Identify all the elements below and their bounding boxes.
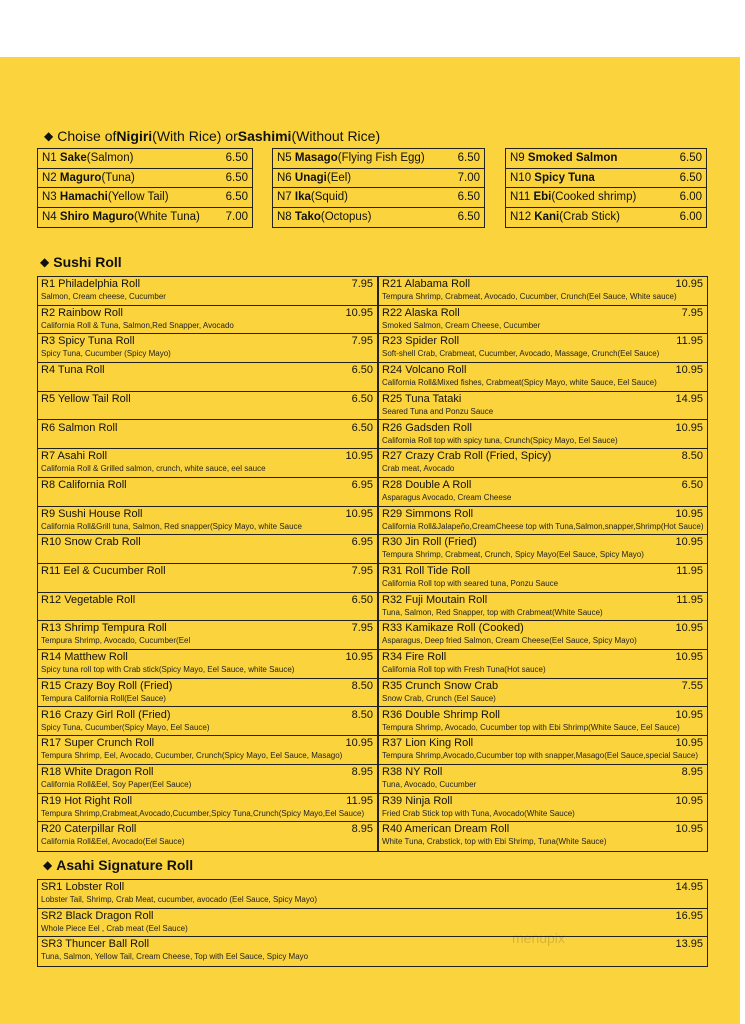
nigiri-item-japanese-name: Spicy Tuna <box>534 171 595 184</box>
roll-name: R11 Eel & Cucumber Roll <box>41 565 166 577</box>
roll-description: California Roll&Mixed fishes, Crabmeat(Spicy Mayo, white Sauce, Eel Sauce) <box>382 378 657 388</box>
roll-name: R8 California Roll <box>41 478 127 491</box>
nigiri-row <box>273 169 484 189</box>
roll-line <box>41 479 373 492</box>
roll-description: Soft-shell Crab, Crabmeat, Cucumber, Avocado, Massage, Crunch(Eel Sauce) <box>382 349 660 359</box>
roll-description: Asparagus, Deep fried Salmon, Cream Cheese(Eel Sauce, Spicy Mayo) <box>382 636 637 646</box>
roll-row <box>379 621 707 650</box>
nigiri-item-name <box>42 152 206 164</box>
roll-row <box>38 478 377 507</box>
nigiri-item-japanese-name: Shiro Maguro <box>59 211 135 224</box>
roll-row <box>379 593 707 622</box>
roll-line <box>382 680 703 693</box>
nigiri-item-detail: (Tuna) <box>101 171 135 184</box>
roll-name: R28 Double A Roll <box>382 478 472 491</box>
roll-row <box>38 765 377 794</box>
roll-price: 8.50 <box>681 450 703 463</box>
roll-name: R15 Crazy Boy Roll (Fried) <box>41 679 173 692</box>
roll-description: Seared Tuna and Ponzu Sauce <box>382 406 494 416</box>
roll-name: SR1 Lobster Roll <box>41 881 125 893</box>
roll-description: Spicy tuna roll top with Crab stick(Spicy Mayo, Eel Sauce, white Sauce) <box>41 665 295 675</box>
roll-price: 10.95 <box>345 507 373 520</box>
roll-description: Lobster Tail, Shrimp, Crab Meat, cucumber, avocado (Eel Sauce, Spicy Mayo) <box>41 895 317 904</box>
roll-price: 8.95 <box>351 823 373 836</box>
roll-line <box>41 881 703 894</box>
roll-row <box>379 708 707 737</box>
roll-name: R33 Kamikaze Roll (Cooked) <box>382 622 524 635</box>
roll-price: 10.95 <box>675 708 703 721</box>
roll-price: 10.95 <box>675 421 703 434</box>
roll-line <box>382 823 703 836</box>
nigiri-item-code: N10 <box>510 171 535 184</box>
roll-name: R40 American Dream Roll <box>382 823 510 836</box>
roll-row <box>379 421 707 450</box>
roll-line <box>382 795 703 808</box>
roll-price: 11.95 <box>676 565 703 577</box>
roll-description: Asparagus Avocado, Cream Cheese <box>382 492 512 502</box>
roll-name: R3 Spicy Tuna Roll <box>41 335 135 348</box>
roll-description: Tuna, Salmon, Red Snapper, top with Crabmeat(White Sauce) <box>382 607 603 617</box>
nigiri-item-detail: (Flying Fish Egg) <box>337 152 425 165</box>
nigiri-item-price: 6.50 <box>457 191 480 204</box>
nigiri-item-price: 6.50 <box>457 211 480 224</box>
diamond-bullet-icon: ◆ <box>44 129 54 143</box>
nigiri-row <box>38 188 252 208</box>
roll-line <box>41 422 373 435</box>
roll-line <box>41 335 373 348</box>
roll-row <box>38 421 377 450</box>
nigiri-item-name <box>42 211 206 223</box>
roll-price: 10.95 <box>345 450 373 463</box>
roll-row <box>38 334 377 363</box>
roll-price: 11.95 <box>346 794 373 807</box>
nigiri-item-japanese-name: Ebi <box>533 191 552 204</box>
nigiri-item-price: 6.50 <box>679 171 702 184</box>
roll-description: Tempura California Roll(Eel Sauce) <box>41 693 166 703</box>
roll-name: R6 Salmon Roll <box>41 421 118 434</box>
roll-description: Tempura Shrimp,Avocado,Cucumber top with snapper,Masago(Eel Sauce,special Sauce) <box>382 751 699 761</box>
roll-line <box>382 422 703 435</box>
nigiri-item-code: N8 <box>277 211 295 224</box>
roll-price: 7.95 <box>351 278 373 290</box>
nigiri-item-code: N11 <box>510 191 534 204</box>
nigiri-item-code: N2 <box>42 171 60 184</box>
roll-description: Crab meat, Avocado <box>382 464 455 474</box>
roll-row <box>379 507 707 536</box>
roll-row <box>379 535 707 564</box>
nigiri-item-code: N7 <box>277 191 295 204</box>
roll-row <box>38 564 377 593</box>
nigiri-row <box>506 149 706 169</box>
roll-name: R5 Yellow Tail Roll <box>41 392 131 405</box>
roll-line <box>41 307 373 320</box>
roll-line <box>382 364 703 377</box>
roll-name: R1 Philadelphia Roll <box>41 278 141 290</box>
nigiri-item-japanese-name: Maguro <box>59 171 102 184</box>
nigiri-section-title: ◆ Choise of Nigiri (With Rice) or Sashimi (Without Rice) <box>44 128 381 144</box>
roll-description: Spicy Tuna, Cucumber(Spicy Mayo, Eel Sauce) <box>41 722 210 732</box>
nigiri-item-price: 6.50 <box>457 152 480 165</box>
nigiri-item-price: 7.00 <box>225 211 248 224</box>
roll-description: Smoked Salmon, Cream Cheese, Cucumber <box>382 320 541 330</box>
roll-price: 8.50 <box>351 708 373 721</box>
roll-price: 7.95 <box>351 565 373 577</box>
nigiri-item-japanese-name: Hamachi <box>59 191 108 204</box>
roll-row <box>38 306 377 335</box>
roll-name: R20 Caterpillar Roll <box>41 823 137 836</box>
roll-price: 13.95 <box>675 938 703 951</box>
roll-row <box>379 736 707 765</box>
nigiri-row <box>273 149 484 169</box>
nigiri-item-price: 6.00 <box>679 211 702 224</box>
roll-name: R14 Matthew Roll <box>41 651 128 664</box>
nigiri-item-code: N4 <box>42 211 60 224</box>
watermark: menupix <box>512 930 565 946</box>
roll-description: Tempura Shrimp, Eel, Avocado, Cucumber, Crunch(Spicy Mayo, Eel Sauce, Masago) <box>41 751 343 761</box>
diamond-bullet-icon: ◆ <box>40 255 50 269</box>
roll-price: 6.50 <box>681 478 703 491</box>
roll-row <box>379 334 707 363</box>
roll-price: 11.95 <box>676 593 703 606</box>
sushi-roll-right-table <box>378 276 708 852</box>
roll-line <box>41 680 373 693</box>
nigiri-item-name <box>510 191 660 203</box>
roll-price: 10.95 <box>675 364 703 377</box>
roll-line <box>41 565 373 578</box>
roll-name: R12 Vegetable Roll <box>41 593 136 606</box>
roll-description: White Tuna, Crabstick, top with Ebi Shrimp, Tuna(White Sauce) <box>382 837 607 847</box>
roll-description: California Roll top with seared tuna, Ponzu Sauce <box>382 579 559 588</box>
roll-line <box>382 307 703 320</box>
roll-description: Whole Piece Eel , Crab meat (Eel Sauce) <box>41 923 188 933</box>
roll-price: 16.95 <box>675 909 703 922</box>
roll-row <box>379 650 707 679</box>
roll-price: 7.95 <box>351 335 373 348</box>
roll-description: California Roll&Grill tuna, Salmon, Red snapper(Spicy Mayo, white Sauce <box>41 521 303 531</box>
roll-description: Tempura Shrimp, Avocado, Cucumber(Eel <box>41 636 191 646</box>
roll-price: 14.95 <box>675 392 703 405</box>
roll-row <box>38 621 377 650</box>
roll-line <box>382 479 703 492</box>
roll-line <box>382 622 703 635</box>
roll-line <box>382 278 703 291</box>
roll-name: R34 Fire Roll <box>382 651 447 664</box>
roll-price: 10.95 <box>675 823 703 836</box>
nigiri-item-detail: (Octopus) <box>320 211 372 224</box>
roll-name: R18 White Dragon Roll <box>41 765 154 778</box>
roll-line <box>41 795 373 808</box>
roll-line <box>382 565 703 578</box>
roll-description: California Roll&Eel, Soy Paper(Eel Sauce) <box>41 779 192 789</box>
roll-row <box>38 650 377 679</box>
roll-price: 14.95 <box>675 881 703 893</box>
roll-description: Tempura Shrimp, Avocado, Cucumber top with Ebi Shrimp(White Sauce, Eel Sauce) <box>382 722 680 732</box>
roll-price: 6.50 <box>351 593 373 606</box>
roll-description: California Roll & Tuna, Salmon,Red Snapper, Avocado <box>41 320 234 330</box>
roll-row <box>379 679 707 708</box>
nigiri-item-detail: (Salmon) <box>86 152 134 165</box>
roll-name: R4 Tuna Roll <box>41 364 105 377</box>
roll-price: 6.50 <box>351 421 373 434</box>
roll-name: R23 Spider Roll <box>382 335 460 348</box>
roll-name: SR3 Thuncer Ball Roll <box>41 938 150 951</box>
roll-row <box>379 765 707 794</box>
roll-price: 10.95 <box>345 651 373 664</box>
roll-line <box>382 450 703 463</box>
roll-description: California Roll&Eel, Avocado(Eel Sauce) <box>41 837 185 847</box>
roll-row <box>38 909 707 938</box>
roll-row <box>38 880 707 909</box>
nigiri-item-name <box>277 152 438 164</box>
nigiri-row <box>38 169 252 189</box>
nigiri-item-japanese-name: Smoked Salmon <box>527 152 618 165</box>
roll-price: 10.95 <box>675 622 703 635</box>
nigiri-table-3 <box>505 148 707 228</box>
nigiri-item-japanese-name: Unagi <box>294 171 327 184</box>
roll-description: California Roll&Jalapeño,CreamCheese top with Tuna,Salmon,snapper,Shrimp(Hot Sauce) <box>382 521 703 531</box>
nigiri-item-detail: (Crab Stick) <box>559 211 620 224</box>
roll-row <box>379 449 707 478</box>
nigiri-item-detail: (Eel) <box>326 171 352 184</box>
roll-row <box>38 392 377 421</box>
roll-price: 6.50 <box>351 364 373 377</box>
roll-line <box>41 622 373 635</box>
roll-name: R37 Lion King Roll <box>382 737 474 750</box>
nigiri-item-detail: (White Tuna) <box>134 211 200 224</box>
roll-row <box>38 593 377 622</box>
roll-name: R29 Simmons Roll <box>382 507 474 520</box>
nigiri-row <box>506 208 706 228</box>
nigiri-item-japanese-name: Sake <box>59 152 87 165</box>
roll-price: 6.95 <box>351 478 373 491</box>
roll-line <box>41 766 373 779</box>
roll-description: Tempura Shrimp, Crabmeat, Crunch, Spicy Mayo(Eel Sauce, Spicy Mayo) <box>382 550 644 560</box>
sushi-roll-section-title: ◆ Sushi Roll <box>40 254 122 270</box>
roll-line <box>41 508 373 521</box>
roll-line <box>41 364 373 377</box>
roll-row <box>379 564 707 593</box>
roll-name: SR2 Black Dragon Roll <box>41 909 154 922</box>
nigiri-item-name <box>277 172 438 184</box>
roll-row <box>379 277 707 306</box>
nigiri-item-japanese-name: Masago <box>294 152 338 165</box>
roll-line <box>41 651 373 664</box>
roll-line <box>41 393 373 406</box>
nigiri-item-name <box>510 172 660 184</box>
roll-row <box>38 794 377 823</box>
roll-row <box>38 277 377 306</box>
roll-line <box>41 278 373 291</box>
nigiri-item-name <box>277 211 438 223</box>
roll-price: 10.95 <box>675 536 703 549</box>
roll-line <box>382 651 703 664</box>
nigiri-item-name <box>510 211 660 223</box>
roll-line <box>41 594 373 607</box>
roll-description: California Roll top with spicy tuna, Crunch(Spicy Mayo, Eel Sauce) <box>382 435 618 445</box>
roll-row <box>38 708 377 737</box>
roll-line <box>382 709 703 722</box>
roll-description: California Roll top with Fresh Tuna(Hot sauce) <box>382 665 546 675</box>
roll-name: R27 Crazy Crab Roll (Fried, Spicy) <box>382 450 552 463</box>
nigiri-row <box>506 188 706 208</box>
nigiri-item-code: N9 <box>510 152 528 165</box>
nigiri-item-name <box>277 191 438 203</box>
roll-name: R10 Snow Crab Roll <box>41 536 141 549</box>
roll-name: R35 Crunch Snow Crab <box>382 679 499 692</box>
roll-price: 8.95 <box>351 765 373 778</box>
roll-price: 10.95 <box>345 306 373 319</box>
roll-row <box>379 478 707 507</box>
nigiri-item-code: N3 <box>42 191 60 204</box>
roll-name: R21 Alabama Roll <box>382 278 471 290</box>
roll-name: R24 Volcano Roll <box>382 364 467 377</box>
nigiri-item-price: 6.50 <box>225 152 248 165</box>
roll-row <box>38 822 377 851</box>
roll-description: Tempura Shrimp, Crabmeat, Avocado, Cucumber, Crunch(Eel Sauce, White sauce) <box>382 292 677 301</box>
roll-name: R30 Jin Roll (Fried) <box>382 536 477 549</box>
nigiri-item-code: N5 <box>277 152 295 165</box>
roll-name: R38 NY Roll <box>382 765 443 778</box>
nigiri-item-code: N6 <box>277 171 295 184</box>
roll-description: Tuna, Salmon, Yellow Tail, Cream Cheese, Top with Eel Sauce, Spicy Mayo <box>41 952 309 962</box>
roll-price: 7.95 <box>681 306 703 319</box>
roll-row <box>379 822 707 851</box>
roll-description: Tuna, Avocado, Cucumber <box>382 779 477 789</box>
roll-price: 8.95 <box>681 765 703 778</box>
roll-price: 8.50 <box>351 679 373 692</box>
nigiri-table-2 <box>272 148 485 228</box>
roll-row <box>379 392 707 421</box>
nigiri-item-detail: (Squid) <box>310 191 348 204</box>
roll-name: R26 Gadsden Roll <box>382 421 472 434</box>
signature-section-title: ◆ Asahi Signature Roll <box>43 857 194 873</box>
roll-name: R2 Rainbow Roll <box>41 306 123 319</box>
nigiri-row <box>38 149 252 169</box>
roll-line <box>41 938 703 951</box>
roll-name: R7 Asahi Roll <box>41 450 108 463</box>
roll-description: California Roll & Grilled salmon, crunch, white sauce, eel sauce <box>41 464 266 474</box>
nigiri-item-name <box>510 152 660 164</box>
nigiri-row <box>273 208 484 228</box>
nigiri-item-japanese-name: Tako <box>294 211 321 224</box>
nigiri-item-code: N12 <box>510 211 535 224</box>
roll-price: 10.95 <box>675 507 703 520</box>
roll-line <box>41 536 373 549</box>
roll-price: 6.50 <box>351 392 373 405</box>
roll-row <box>379 794 707 823</box>
roll-line <box>382 335 703 348</box>
roll-line <box>382 536 703 549</box>
roll-row <box>379 306 707 335</box>
nigiri-item-price: 7.00 <box>457 171 480 184</box>
roll-row <box>38 937 707 966</box>
roll-price: 6.95 <box>351 536 373 549</box>
roll-line <box>41 450 373 463</box>
roll-name: R32 Fuji Moutain Roll <box>382 593 488 606</box>
roll-row <box>38 449 377 478</box>
roll-name: R13 Shrimp Tempura Roll <box>41 622 167 635</box>
nigiri-row <box>273 188 484 208</box>
roll-row <box>38 507 377 536</box>
roll-line <box>41 910 703 923</box>
roll-price: 10.95 <box>675 737 703 750</box>
roll-price: 7.95 <box>351 622 373 635</box>
roll-description: Snow Crab, Crunch (Eel Sauce) <box>382 693 496 703</box>
roll-line <box>382 508 703 521</box>
roll-price: 10.95 <box>675 794 703 807</box>
roll-line <box>382 393 703 406</box>
roll-name: R16 Crazy Girl Roll (Fried) <box>41 708 171 721</box>
roll-price: 11.95 <box>676 335 703 348</box>
roll-line <box>382 594 703 607</box>
roll-name: R22 Alaska Roll <box>382 306 460 319</box>
roll-row <box>38 535 377 564</box>
roll-name: R25 Tuna Tataki <box>382 392 462 405</box>
roll-line <box>382 766 703 779</box>
roll-name: R31 Roll Tide Roll <box>382 565 471 577</box>
roll-line <box>382 737 703 750</box>
nigiri-item-detail: (Cooked shrimp) <box>551 191 637 204</box>
roll-name: R36 Double Shrimp Roll <box>382 708 500 721</box>
signature-roll-table <box>37 879 708 967</box>
roll-price: 10.95 <box>345 737 373 750</box>
nigiri-item-code: N1 <box>42 152 60 165</box>
roll-line <box>41 823 373 836</box>
nigiri-item-japanese-name: Kani <box>534 211 560 224</box>
roll-price: 10.95 <box>675 278 703 290</box>
nigiri-table-1 <box>37 148 253 228</box>
nigiri-item-name <box>42 191 206 203</box>
roll-price: 7.55 <box>681 679 703 692</box>
diamond-bullet-icon: ◆ <box>43 858 53 872</box>
roll-line <box>41 709 373 722</box>
roll-line <box>41 737 373 750</box>
nigiri-item-price: 6.50 <box>679 152 702 165</box>
roll-description: Fried Crab Stick top with Tuna, Avocado(White Sauce) <box>382 808 575 818</box>
roll-row <box>38 736 377 765</box>
nigiri-item-price: 6.50 <box>225 171 248 184</box>
roll-name: R39 Ninja Roll <box>382 794 453 807</box>
roll-description: Tempura Shrimp,Crabmeat,Avocado,Cucumber,Spicy Tuna,Crunch(Spicy Mayo,Eel Sauce) <box>41 808 365 818</box>
roll-price: 10.95 <box>675 651 703 664</box>
roll-name: R19 Hot Right Roll <box>41 794 133 807</box>
sushi-roll-left-table <box>37 276 378 852</box>
roll-description: Spicy Tuna, Cucumber (Spicy Mayo) <box>41 349 171 359</box>
nigiri-item-japanese-name: Ika <box>294 191 311 204</box>
roll-description: Salmon, Cream cheese, Cucumber <box>41 292 166 301</box>
nigiri-item-price: 6.50 <box>225 191 248 204</box>
roll-name: R17 Super Crunch Roll <box>41 737 155 750</box>
roll-row <box>38 679 377 708</box>
nigiri-row <box>38 208 252 228</box>
nigiri-item-detail: (Yellow Tail) <box>107 191 169 204</box>
roll-row <box>379 363 707 392</box>
nigiri-item-name <box>42 172 206 184</box>
nigiri-row <box>506 169 706 189</box>
roll-row <box>38 363 377 392</box>
nigiri-item-price: 6.00 <box>679 191 702 204</box>
roll-name: R9 Sushi House Roll <box>41 507 143 520</box>
